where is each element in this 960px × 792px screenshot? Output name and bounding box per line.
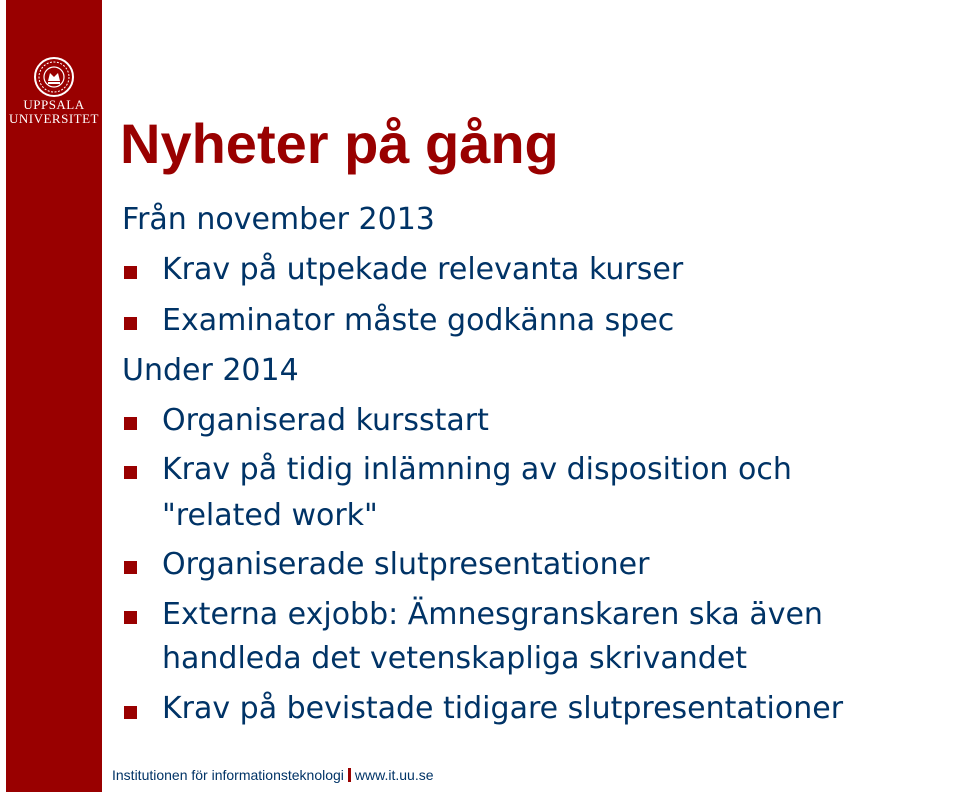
bullet-square-icon <box>124 706 137 719</box>
footer-separator <box>348 768 351 782</box>
bullet-item: Examinator måste godkänna spec <box>162 303 675 338</box>
logo-text-universitet: UNIVERSITET <box>9 111 99 126</box>
bullet-item-continuation: "related work" <box>162 498 378 533</box>
bullet-item: Organiserade slutpresentationer <box>162 547 650 582</box>
bullet-item: Krav på tidig inlämning av disposition och <box>162 452 792 487</box>
bullet-square-icon <box>124 266 137 279</box>
bullet-square-icon <box>124 611 137 624</box>
footer-department: Institutionen för informationsteknologi <box>112 767 344 783</box>
bullet-item: Organiserad kursstart <box>162 403 489 438</box>
bullet-item-continuation: handleda det vetenskapliga skrivandet <box>162 641 748 676</box>
slide-title: Nyheter på gång <box>120 112 559 175</box>
bullet-square-icon <box>124 466 137 479</box>
logo-text-uppsala: UPPSALA <box>23 97 85 112</box>
footer-url[interactable]: www.it.uu.se <box>354 767 434 783</box>
bullet-item: Externa exjobb: Ämnesgranskaren ska även <box>162 597 823 632</box>
bullet-square-icon <box>124 561 137 574</box>
footer <box>112 766 434 784</box>
bullet-square-icon <box>124 417 137 430</box>
bullet-item: Krav på utpekade relevanta kurser <box>162 252 684 287</box>
bullet-square-icon <box>124 317 137 330</box>
section-heading: Under 2014 <box>122 353 299 388</box>
section-heading: Från november 2013 <box>122 202 435 237</box>
bullet-item: Krav på bevistade tidigare slutpresentationer <box>162 691 844 726</box>
